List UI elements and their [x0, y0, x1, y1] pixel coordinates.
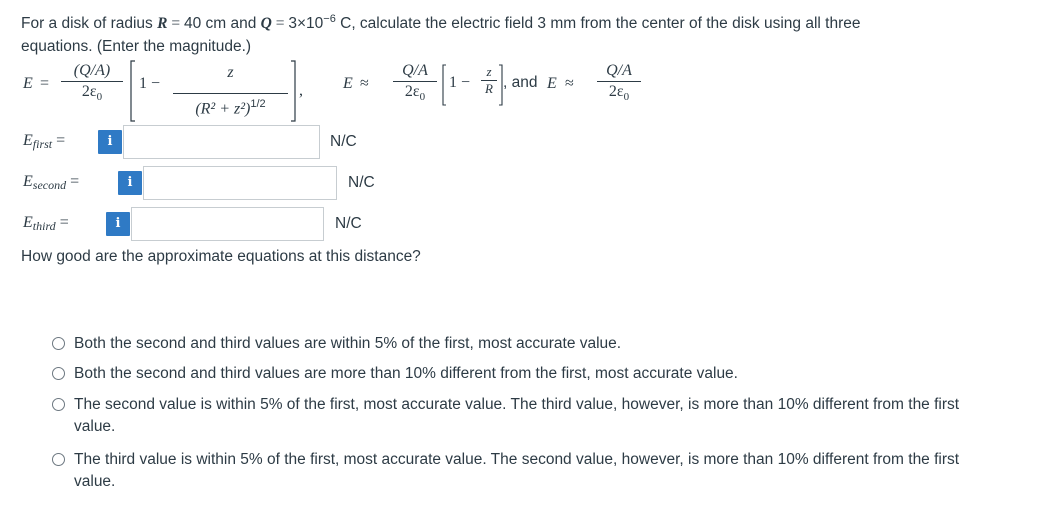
eq1-numerator: (Q/A) — [73, 62, 111, 79]
question-prefix: For a disk of radius — [21, 15, 158, 33]
eq2-denominator: $2\varepsilon_0$ — [404, 83, 426, 104]
eq3-fraction — [597, 61, 641, 107]
e-first-input[interactable] — [123, 125, 320, 159]
unit-label: N/C — [335, 215, 362, 232]
eq1-inner-fraction — [173, 63, 288, 119]
symbol-R: R — [157, 15, 168, 33]
eq1-E: E — [23, 75, 33, 92]
answer-row-third — [21, 206, 401, 242]
question-rest: C, calculate the electric field 3 mm from the center of the disk using all three — [335, 15, 861, 33]
eq3-approx: ≈ — [565, 75, 574, 92]
eq3-and-text: , and — [503, 74, 538, 91]
unit-label: N/C — [348, 174, 375, 191]
option-2-text: Both the second and third values are more than 10% different from the first, most accurate value. — [74, 365, 738, 382]
radio-button[interactable] — [52, 453, 65, 466]
left-bracket — [129, 60, 137, 122]
eq2-numerator: Q/A — [402, 62, 428, 79]
radius-value: 40 cm and — [183, 15, 261, 33]
eq3-numerator: Q/A — [606, 62, 632, 79]
eq1-inner-denominator: $(R^2 + z^2)^{1/2}$ — [195, 98, 266, 118]
eq1-one-minus: 1 − — [139, 75, 161, 92]
eq2-one-minus: 1 − — [449, 74, 471, 91]
radio-button[interactable] — [52, 337, 65, 350]
equals-sign: = — [271, 15, 289, 33]
charge-value: 3×10 — [288, 15, 324, 33]
radio-button[interactable] — [52, 398, 65, 411]
label-e-third: $E_{third}$ = — [23, 214, 69, 233]
option-4-text: The third value is within 5% of the first, most accurate value. The second value, however, is more than 10% different from the first value. — [74, 451, 960, 490]
eq2-inner-numerator: z — [486, 64, 492, 79]
question-line2: equations. (Enter the magnitude.) — [21, 38, 252, 56]
approximation-prompt: How good are the approximate equations at this distance? — [21, 248, 421, 265]
eq3-E: E — [547, 75, 557, 92]
right-bracket — [289, 60, 297, 122]
symbol-Q: Q — [260, 15, 272, 33]
eq1-comma: , — [299, 82, 303, 99]
eq2-inner-fraction — [481, 64, 497, 97]
left-bracket — [441, 64, 448, 106]
option-4[interactable] — [52, 449, 992, 493]
info-icon[interactable]: i — [98, 130, 122, 154]
info-icon[interactable]: i — [118, 171, 142, 195]
option-3-text: The second value is within 5% of the first, most accurate value. The third value, however, is more than 10% different from the first value. — [74, 396, 960, 435]
e-third-input[interactable] — [131, 207, 324, 241]
e-second-input[interactable] — [143, 166, 337, 200]
eq1-inner-numerator: z — [227, 64, 234, 81]
eq1-denominator: $2\varepsilon_0$ — [81, 83, 103, 104]
eq2-fraction — [393, 61, 437, 107]
equals-sign: = — [167, 15, 184, 33]
label-e-first: $E_{first}$ = — [23, 132, 66, 151]
radio-button[interactable] — [52, 367, 65, 380]
question-text — [21, 8, 1021, 58]
answer-row-first — [21, 124, 401, 160]
eq1-equals: = — [40, 75, 50, 92]
option-1[interactable] — [52, 333, 992, 355]
option-2[interactable] — [52, 363, 992, 385]
answer-row-second — [21, 165, 421, 201]
eq1-fraction — [61, 61, 123, 107]
eq2-approx: ≈ — [360, 75, 369, 92]
eq2-inner-denominator: R — [485, 81, 493, 96]
eq3-denominator: $2\varepsilon_0$ — [608, 83, 630, 104]
option-1-text: Both the second and third values are within 5% of the first, most accurate value. — [74, 335, 622, 352]
info-icon[interactable]: i — [106, 212, 130, 236]
charge-exponent: −6 — [323, 13, 336, 25]
equations-row — [21, 60, 721, 120]
label-e-second: $E_{second}$ = — [23, 173, 80, 192]
eq2-E: E — [343, 75, 353, 92]
option-3[interactable] — [52, 394, 992, 438]
unit-label: N/C — [330, 133, 357, 150]
